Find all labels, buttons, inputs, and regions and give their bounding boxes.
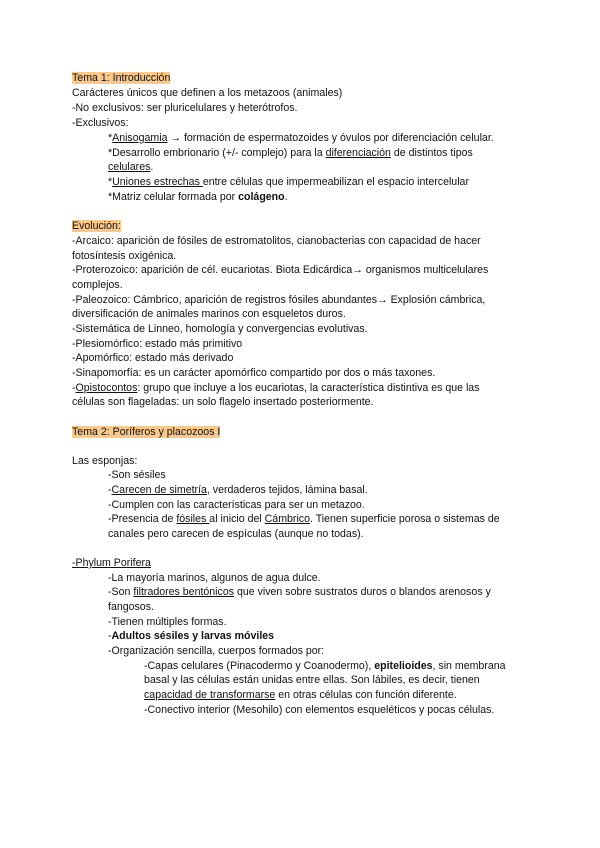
presencia-mid: al inicio del [209, 513, 265, 525]
capas-line-1 [144, 659, 506, 673]
esponjas-line: Las esponjas: [72, 455, 138, 467]
uniones-term: Uniones estrechas [112, 176, 203, 188]
tema1-heading: Tema 1: Introducción [72, 72, 171, 84]
adultos-line [108, 629, 274, 643]
matriz-line [108, 190, 288, 204]
arcaico-line-2: fotosíntesis oxigénica. [72, 250, 177, 262]
desarrollo-line [108, 146, 473, 160]
tema1-intro: Carácteres únicos que definen a los metazoos (animales) [72, 87, 343, 99]
matriz-text: *Matriz celular formada por [108, 191, 239, 203]
presencia-line-2: canales pero carecen de espículas (aunque no todas). [108, 528, 364, 540]
capas-text-end: , sin membrana [432, 660, 506, 672]
uniones-line [108, 175, 469, 189]
bullet-star: * [108, 132, 113, 144]
conectivo-line: -Conectivo interior (Mesohilo) con elementos esqueléticos y pocas células. [144, 704, 495, 716]
paleozoico-line-1: -Paleozoico: Cámbrico, aparición de registros fósiles abundantes→ Explosión cámbrica, [72, 294, 486, 306]
carecen-text: , verdaderos tejidos, lámina basal. [206, 484, 368, 496]
desarrollo-line-2 [108, 160, 153, 174]
filtradores-text: -Son [108, 586, 134, 598]
adultos-term: Adultos sésiles y larvas móviles [111, 630, 275, 642]
anisogamia-term: Anisogamia [112, 132, 168, 144]
capas-line-3 [144, 688, 457, 702]
phylum-line [72, 556, 151, 570]
presencia-text-end: . Tienen superficie porosa o sistemas de [310, 513, 500, 525]
marinos-line: -La mayoría marinos, algunos de agua dulce. [108, 572, 321, 584]
capas-line-3-text: en otras células con función diferente. [275, 689, 457, 701]
exclusivos: -Exclusivos: [72, 117, 129, 129]
cambrico-term: Cámbrico [264, 513, 310, 525]
anisogamia-line [108, 131, 494, 145]
opistocontos-term: Opistocontos [75, 382, 138, 394]
desarrollo-period: . [150, 161, 154, 173]
dash: - [108, 630, 112, 642]
paleozoico-line-2: diversificación de animales marinos con esqueletos duros. [72, 308, 346, 320]
formas-line: -Tienen múltiples formas. [108, 616, 227, 628]
desarrollo-text: *Desarrollo embrionario (+/- complejo) para la [108, 147, 326, 159]
uniones-text: entre células que impermeabilizan el espacio intercelular [202, 176, 469, 188]
organizacion-line: -Organización sencilla, cuerpos formados por: [108, 645, 325, 657]
no-exclusivos: -No exclusivos: ser pluricelulares y heterótrofos. [72, 102, 298, 114]
tema2-heading-line [72, 425, 220, 439]
plesiomorfico-line: -Plesiomórfico: estado más primitivo [72, 338, 243, 350]
filtradores-term: filtradores bentónicos [133, 586, 235, 598]
dash: - [72, 382, 76, 394]
proterozoico-line-1: -Proterozoico: aparición de cél. eucariotas. Biota Edicárdica→ organismos multicelulares [72, 264, 489, 276]
sinapomorfia-line: -Sinapomorfía: es un carácter apomórfico compartido por dos o más taxones. [72, 367, 436, 379]
tema1-heading-line [72, 71, 170, 85]
desarrollo-text-end: de distintos tipos [390, 147, 473, 159]
opistocontos-line-2: células son flageladas: un solo flagelo insertado posteriormente. [72, 396, 374, 408]
anisogamia-text: → formación de espermatozoides y óvulos por diferenciación celular. [167, 132, 494, 144]
matriz-period: . [284, 191, 288, 203]
capas-text: -Capas celulares (Pinacodermo y Coanodermo), [144, 660, 375, 672]
evolucion-heading-line [72, 219, 121, 233]
apomorfico-line: -Apomórfico: estado más derivado [72, 352, 234, 364]
filtradores-line-2: fangosos. [108, 601, 154, 613]
proterozoico-line-2: complejos. [72, 279, 123, 291]
linneo-line: -Sistemática de Linneo, homología y convergencias evolutivas. [72, 323, 368, 335]
cumplen-line: -Cumplen con las características para ser un metazoo. [108, 499, 365, 511]
arcaico-line-1: -Arcaico: aparición de fósiles de estromatolitos, cianobacterias con capacidad de hacer [72, 235, 481, 247]
phylum-term: -Phylum Porifera [72, 557, 151, 569]
diferenciacion-term: diferenciación [325, 147, 391, 159]
presencia-text: -Presencia de [108, 513, 177, 525]
bullet-star: * [108, 176, 113, 188]
capacidad-term: capacidad de transformarse [144, 689, 276, 701]
capas-line-2: basal y las células están unidas entre ellas. Son lábiles, es decir, tienen [144, 674, 480, 686]
colageno-term: colágeno [238, 191, 285, 203]
presencia-line-1 [108, 512, 500, 526]
fosiles-term: fósiles [176, 513, 210, 525]
tema2-heading: Tema 2: Poríferos y placozoos I [72, 426, 221, 438]
filtradores-text-end: que viven sobre sustratos duros o blandos arenosos y [234, 586, 491, 598]
opistocontos-line-1 [72, 381, 480, 395]
dash: - [108, 484, 112, 496]
celulares-term: celulares [108, 161, 151, 173]
filtradores-line-1 [108, 585, 491, 599]
opistocontos-text: : grupo que incluye a los eucariotas, la característica distintiva es que las [137, 382, 480, 394]
carecen-line [108, 483, 368, 497]
epitelioides-term: epitelioides [374, 660, 433, 672]
carecen-term: Carecen de simetría [111, 484, 207, 496]
sesiles-line: -Son sésiles [108, 469, 166, 481]
evolucion-heading: Evolución: [72, 220, 121, 232]
